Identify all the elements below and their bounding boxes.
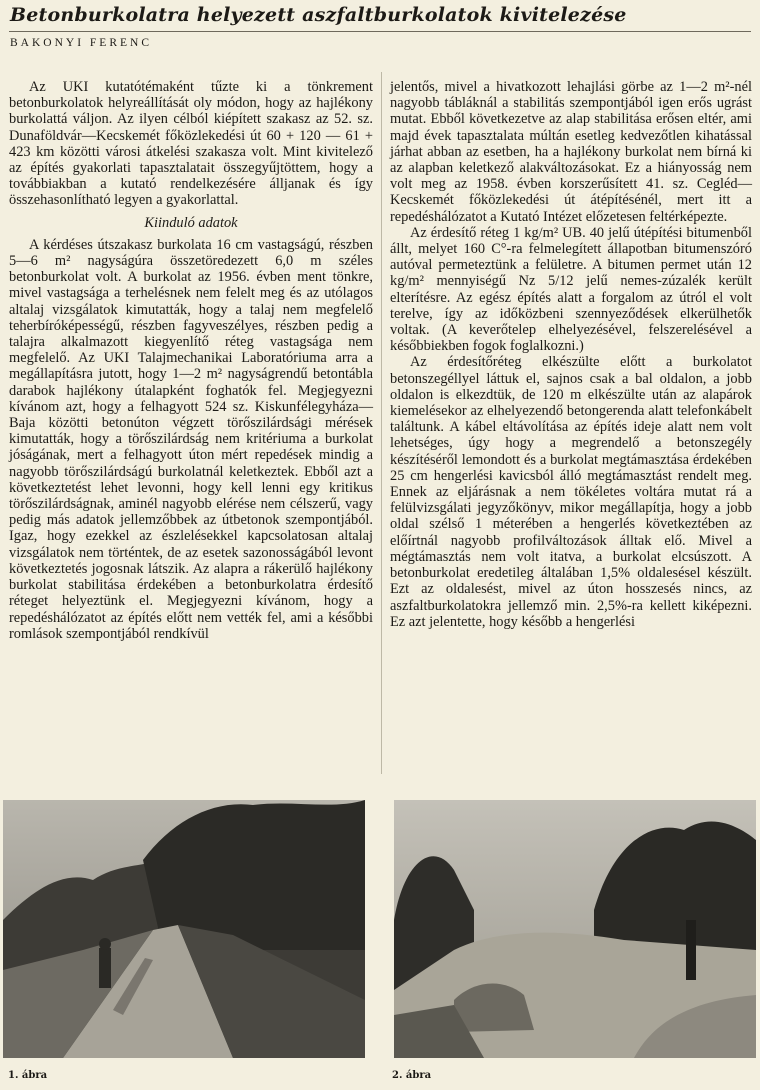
left-text-column [9, 79, 373, 642]
section-heading: Kiinduló adatok [144, 214, 238, 231]
figure-2-photo [394, 800, 756, 1058]
article-title: Betonburkolatra helyezett aszfaltburkolatok kivitelezése [10, 4, 627, 26]
figure-1-photo [3, 800, 365, 1058]
column-gutter [381, 72, 382, 774]
title-divider [9, 31, 751, 32]
body-paragraph: Az érdesítőréteg elkészülte előtt a burkolatot betonszegéllyel láttuk el, sajnos csak a bal oldalon, a jobb oldalon is elkezdtük, de 120 m elkészülte után az alapárok kiemelésekor az elhelyezendő betongerenda alatt telefonkábelt találtunk. A kábel eltávolítása az építés ideje alatt nem volt lehetséges, úgy hogy a megrendelő a betonszegély készítéséről lemondott és a burkolat megtámasztása érdekében 25 cm hengerlési kavicsból álló megtámasztást rendelt meg. Ennek az eljárásnak a nem tökéletes voltára mutat rá a felülvizsgálati jegyzőkönyv, mikor megállapítja, hogy a jobb oldal szélső 1 méterében a hengerlés következtében az előírtnál nagyobb profilváltozások álltak elő. Mivel a mégtámasztás nem volt itatva, a burkolat elcsúszott. A betonburkolat eredetileg általában 1,5% oldalesésel készült. Ezt az oldalesést, mivel az úton hosszesés nincs, az aszfaltburkolatokra jellemző min. 2,5%-ra kellett kiképezni. Ez azt jelentette, hogy később a hengerlési [390, 354, 752, 630]
article-author: BAKONYI FERENC [10, 37, 152, 49]
body-paragraph: A kérdéses útszakasz burkolata 16 cm vastagságú, részben 5—6 m² nagyságúra összetöredezett 6,0 m széles betonburkolat volt. A burkolat az 1956. évben ment tönkre, mivel vastagsága a terhelésnek nem felelt meg és az utólagos altalaj vizsgálatok kimutatták, hogy a talaj nem megfelelő teherbíróképességű, részben fagyveszélyes, részben pedig a talajra alkalmazott kiegyenlítő réteg vastagsága nem megfelelő. Az UKI Talajmechanikai Laboratóriuma arra a megállapításra jutott, hogy 1—2 m² nagyságrendű betontábla darabok hajlékony útalapként foghatók fel. Megjegyezni kívánom azt, hogy a felhagyott 524 sz. Kiskunfélegyháza—Baja közötti betonúton végzett törőszilárdsági mérések kimutatták, hogy a törőszilárdság nem kritériuma a burkolat jóságának, mert a felhagyott úton mért repedések mindig a nagyobb törőszilárdságú burkolatnál keletkeztek. Ebből azt a következtetést lehet levonni, hogy kell lenni egy kritikus törőszilárdságnak, aminél nagyobb elérése nem célszerű, vagy pedig más adatok jellemzőbbek az útbetonok szempontjából. Igaz, hogy ezekkel az észlelésekkel kapcsolatosan altalaj vizsgálatok nem történtek, de az esetek sazonosságából levont következtetés jogosnak látszik. Az alapra a rákerülő hajlékony burkolat stabilitása érdekében a betonburkolatra érdesítő réteget helyeztünk el. Megjegyezni kívánom, hogy a repedéshálózatot az építés előtt nem vették fel, ami a későbbi romlások szempontjából rendkívül [9, 236, 373, 642]
continued-paragraph: jelentős, mivel a hivatkozott lehajlási görbe az 1—2 m²-nél nagyobb tábláknál a stabilitás szempontjából igen erős ugrást mutat. Ebből következetve az alap stabilitása erősen eltér, ami majd évek tapasztalata múltán esetleg kedvezőtlen kihatással járhat abban az esetben, ha a hajlékony burkolat nem bírná ki az alapban keletkező alakváltozásokat. Ez a hiányosság nem volt meg az 1958. évben korszerűsített 41. sz. Cegléd—Kecskemét főközlekedési út átépítésénél, mert itt a repedéshálózatot a Kutató Intézet előzetesen feltérképezte. [390, 79, 752, 225]
figure-2-caption: 2. ábra [392, 1070, 432, 1081]
figure-1-caption: 1. ábra [8, 1070, 48, 1081]
body-paragraph: Az érdesítő réteg 1 kg/m² UB. 40 jelű útépítési bitumenből állt, melyet 160 C°-ra felmelegített állapotban bitumenszóró autóval permeteztünk a felületre. A bitumen permet után 12 kg/m² mennyiségű Nz 5/12 jelű nemes-zúzalék került elterítésre. Az egész építés alatt a forgalom az útról el volt terelve, így az időközbeni szennyeződések elkerülhetők voltak. (A keverőtelep elhelyezésével, felszerelésével a későbbiekben fogok foglalkozni.) [390, 224, 752, 355]
intro-paragraph: Az UKI kutatótémaként tűzte ki a tönkrement betonburkolatok helyreállítását oly módon, hogy az hajlékony burkolattá váljon. Az ilyen célból kiépített szakasz az 52. sz. Dunaföldvár—Kecskemét főközlekedési út 60 + 120 — 61 + 423 km közötti városi átkelési szakasza volt. Mint kivitelező az építés gyakorlati tapasztalatait összegyűjtöttem, hogy a továbbiakban a kutató rendelkezésére álljanak és így összehasonlítható legyen a gyakorlattal. [9, 79, 373, 209]
right-text-column [390, 79, 752, 630]
